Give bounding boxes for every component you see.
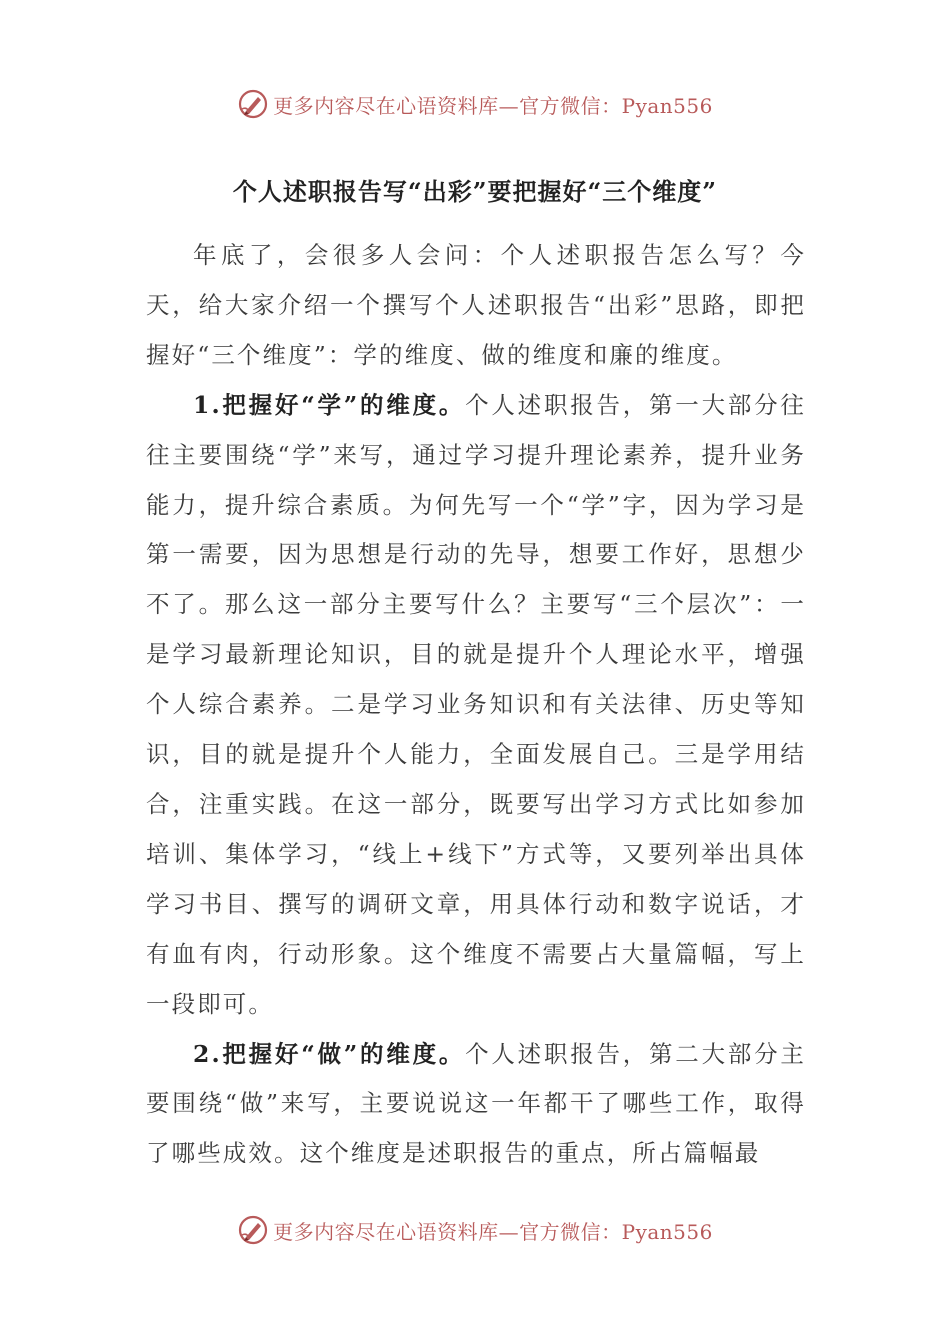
pen-logo-icon (237, 88, 269, 120)
header-watermark-banner (0, 84, 950, 124)
footer-watermark-banner (0, 1210, 950, 1250)
section-text: 个人述职报告，第一大部分往往主要围绕“学”来写，通过学习提升理论素养，提升业务能力，提升综合素质。为何先写一个“学”字，因为学习是第一需要，因为思想是行动的先导，想要工作好，思想少不了。那么这一部分主要写什么？主要写“三个层次”：一是学习最新理论知识，目的就是提升个人理论水平，增强个人综合素养。二是学习业务知识和有关法律、历史等知识，目的就是提升个人能力，全面发展自己。三是学用结合，注重实践。在这一部分，既要写出学习方式比如参加培训、集体学习，“线上+线下”方式等，又要列举出具体学习书目、撰写的调研文章，用具体行动和数字说话，才有血有肉，行动形象。这个维度不需要占大量篇幅，写上一段即可。 (146, 390, 806, 1018)
document-title: 个人述职报告写“出彩”要把握好“三个维度” (232, 177, 718, 206)
document-body (146, 231, 806, 1179)
watermark-text: 更多内容尽在心语资料库—官方微信：Pyan556 (273, 93, 713, 118)
section-text: 个人述职报告，第二大部分主要围绕“做”来写，主要说说这一年都干了哪些工作，取得了哪些成效。这个维度是述职报告的重点，所占篇幅最 (146, 1039, 806, 1168)
section-heading: 1.把握好“学”的维度。 (193, 390, 466, 419)
pen-logo-icon (237, 1214, 269, 1246)
section-paragraph (146, 381, 806, 1030)
intro-paragraph: 年底了，会很多人会问：个人述职报告怎么写？今天，给大家介绍一个撰写个人述职报告“出彩”思路，即把握好“三个维度”：学的维度、做的维度和廉的维度。 (146, 241, 806, 369)
section-heading: 2.把握好“做”的维度。 (193, 1039, 466, 1068)
watermark-text: 更多内容尽在心语资料库—官方微信：Pyan556 (273, 1219, 713, 1244)
section-paragraph (146, 1030, 806, 1180)
